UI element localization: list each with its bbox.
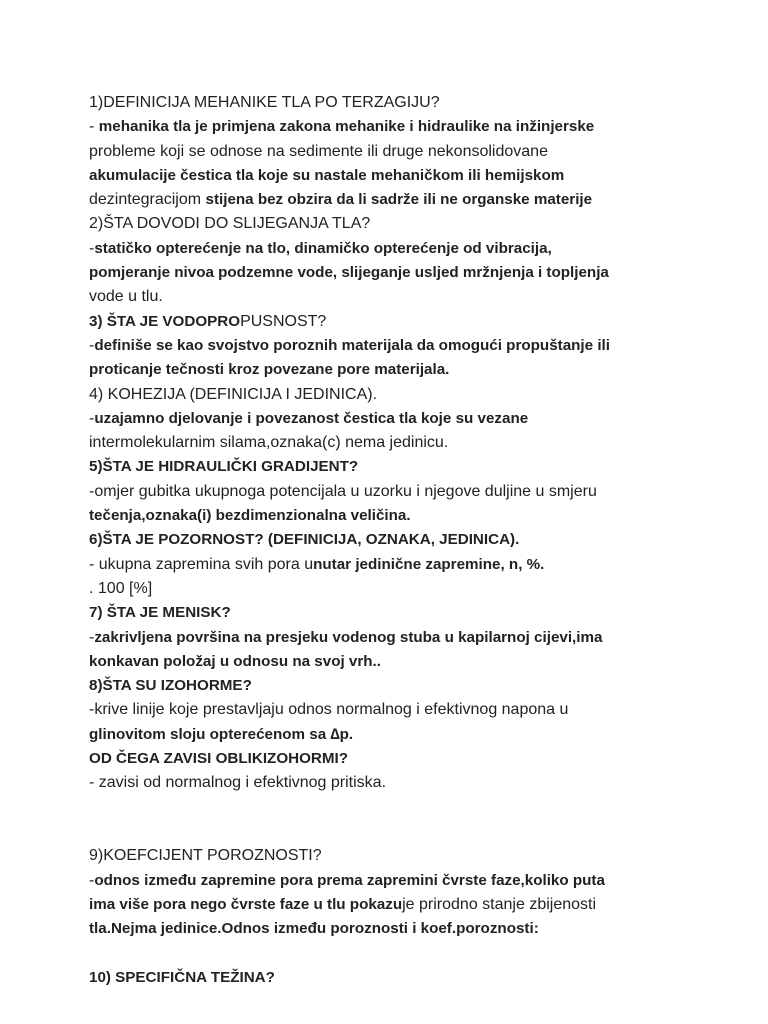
answer-5-line <box>89 480 749 504</box>
question-5-heading <box>89 455 749 479</box>
question-4-heading <box>89 383 749 407</box>
text-run: - zavisi od normalnog i efektivnog pritiska. <box>89 774 387 792</box>
answer-4-line <box>89 407 749 431</box>
document-body <box>89 91 749 990</box>
text-run: zakrivljena površina na presjeku vodenog stuba u kapilarnoj cijevi,ima <box>94 628 603 646</box>
text-run: - <box>89 336 95 354</box>
text-run: 1)DEFINICIJA MEHANIKE TLA PO TERZAGIJU? <box>89 94 440 111</box>
text-run: odnos između zapremine pora prema zapremini čvrste faze,koliko puta <box>94 871 605 889</box>
answer-6-line <box>89 553 749 577</box>
text-run: mehanika tla je primjena zakona mehanike i hidraulike na inžinjerske <box>98 118 595 136</box>
text-run: statičko opterećenje na tlo, dinamičko opterećenje od vibracija, <box>94 239 552 257</box>
question-6-heading <box>89 528 749 552</box>
answer-8-line <box>89 698 749 722</box>
text-run: - <box>89 239 95 257</box>
answer-2-line <box>89 261 749 285</box>
answer-1-line <box>89 164 749 188</box>
text-run: glinovitom sloju opterećenom sa ∆p. <box>89 725 354 743</box>
blank-space <box>89 941 749 965</box>
text-run: - <box>89 871 95 889</box>
answer-3-line <box>89 334 749 358</box>
text-run: je prirodno stanje zbijenosti <box>402 895 597 913</box>
text-run: 2)ŠTA DOVODI DO SLIJEGANJA TLA? <box>89 215 371 233</box>
answer-2-line <box>89 285 749 309</box>
text-run: tla.Nejma jedinice.Odnos između poroznosti i koef.poroznosti: <box>89 920 539 938</box>
text-run: proticanje tečnosti kroz povezane pore materijala. <box>89 361 450 379</box>
text-run: nutar jedinične zapremine, n, %. <box>313 555 545 573</box>
text-run: 3) ŠTA JE VODOPRO <box>89 312 241 330</box>
answer-9-line <box>89 869 749 893</box>
text-run: 5)ŠTA JE HIDRAULIČKI GRADIJENT? <box>89 458 359 476</box>
text-run: - ukupna zapremina svih pora u <box>89 555 314 573</box>
question-9-heading <box>89 844 749 868</box>
answer-7-line <box>89 626 749 650</box>
text-run: 6)ŠTA JE POZORNOST? (DEFINICIJA, OZNAKA, JEDINICA). <box>89 531 520 549</box>
text-run: 10) SPECIFIČNA TEŽINA? <box>89 968 275 986</box>
text-run: definiše se kao svojstvo poroznih materijala da omogući propuštanje ili <box>94 336 610 354</box>
text-run: stijena bez obzira da li sadrže ili ne organske materije <box>205 191 593 209</box>
answer-4-line <box>89 431 749 455</box>
text-run: . 100 [%] <box>89 579 153 597</box>
text-run: - <box>89 628 95 646</box>
answer-5-line <box>89 504 749 528</box>
answer-2-line <box>89 237 749 261</box>
text-run: dezintegracijom <box>89 191 206 209</box>
text-run: intermolekularnim silama,oznaka(c) nema jedinicu. <box>89 434 449 452</box>
question-3-heading <box>89 310 749 334</box>
text-run: tečenja,oznaka(i) bezdimenzionalna veličina. <box>89 507 411 525</box>
answer-8-line <box>89 723 749 747</box>
answer-1-line <box>89 140 749 164</box>
answer-8-line <box>89 771 749 795</box>
answer-9-line <box>89 917 749 941</box>
text-run: akumulacije čestica tla koje su nastale mehaničkom ili hemijskom <box>89 166 565 184</box>
answer-7-line <box>89 650 749 674</box>
text-run: OD ČEGA ZAVISI OBLIKIZOHORMI? <box>89 750 349 768</box>
text-run: probleme koji se odnose na sedimente ili druge nekonsolidovane <box>89 142 548 160</box>
question-1-heading <box>89 91 749 115</box>
text-run: 7) ŠTA JE MENISK? <box>89 604 231 622</box>
answer-9-line <box>89 893 749 917</box>
answer-1-line <box>89 188 749 212</box>
answer-6-line <box>89 577 749 601</box>
text-run: pomjeranje nivoa podzemne vode, slijeganje usljed mržnjenja i topljenja <box>89 264 609 282</box>
question-2-heading <box>89 212 749 236</box>
text-run: -krive linije koje prestavljaju odnos normalnog i efektivnog napona u <box>89 701 569 719</box>
question-10-heading <box>89 966 749 990</box>
text-run: - <box>89 118 99 136</box>
text-run: -omjer gubitka ukupnoga potencijala u uzorku i njegove duljine u smjeru <box>89 482 597 500</box>
text-run: ima više pora nego čvrste faze u tlu pokazu <box>89 895 403 913</box>
text-run: - <box>89 409 95 427</box>
text-run: 9)KOEFCIJENT POROZNOSTI? <box>89 847 322 865</box>
blank-space <box>89 796 749 845</box>
question-7-heading <box>89 601 749 625</box>
text-run: 8)ŠTA SU IZOHORME? <box>89 677 252 695</box>
text-run: uzajamno djelovanje i povezanost čestica tla koje su vezane <box>94 409 529 427</box>
answer-1-line <box>89 115 749 139</box>
text-run: 4) KOHEZIJA (DEFINICIJA I JEDINICA). <box>89 385 378 403</box>
question-8-heading <box>89 674 749 698</box>
text-run: PUSNOST? <box>240 312 327 330</box>
answer-3-line <box>89 358 749 382</box>
question-8-subheading <box>89 747 749 771</box>
text-run: vode u tlu. <box>89 288 163 306</box>
text-run: konkavan položaj u odnosu na svoj vrh.. <box>89 652 381 670</box>
